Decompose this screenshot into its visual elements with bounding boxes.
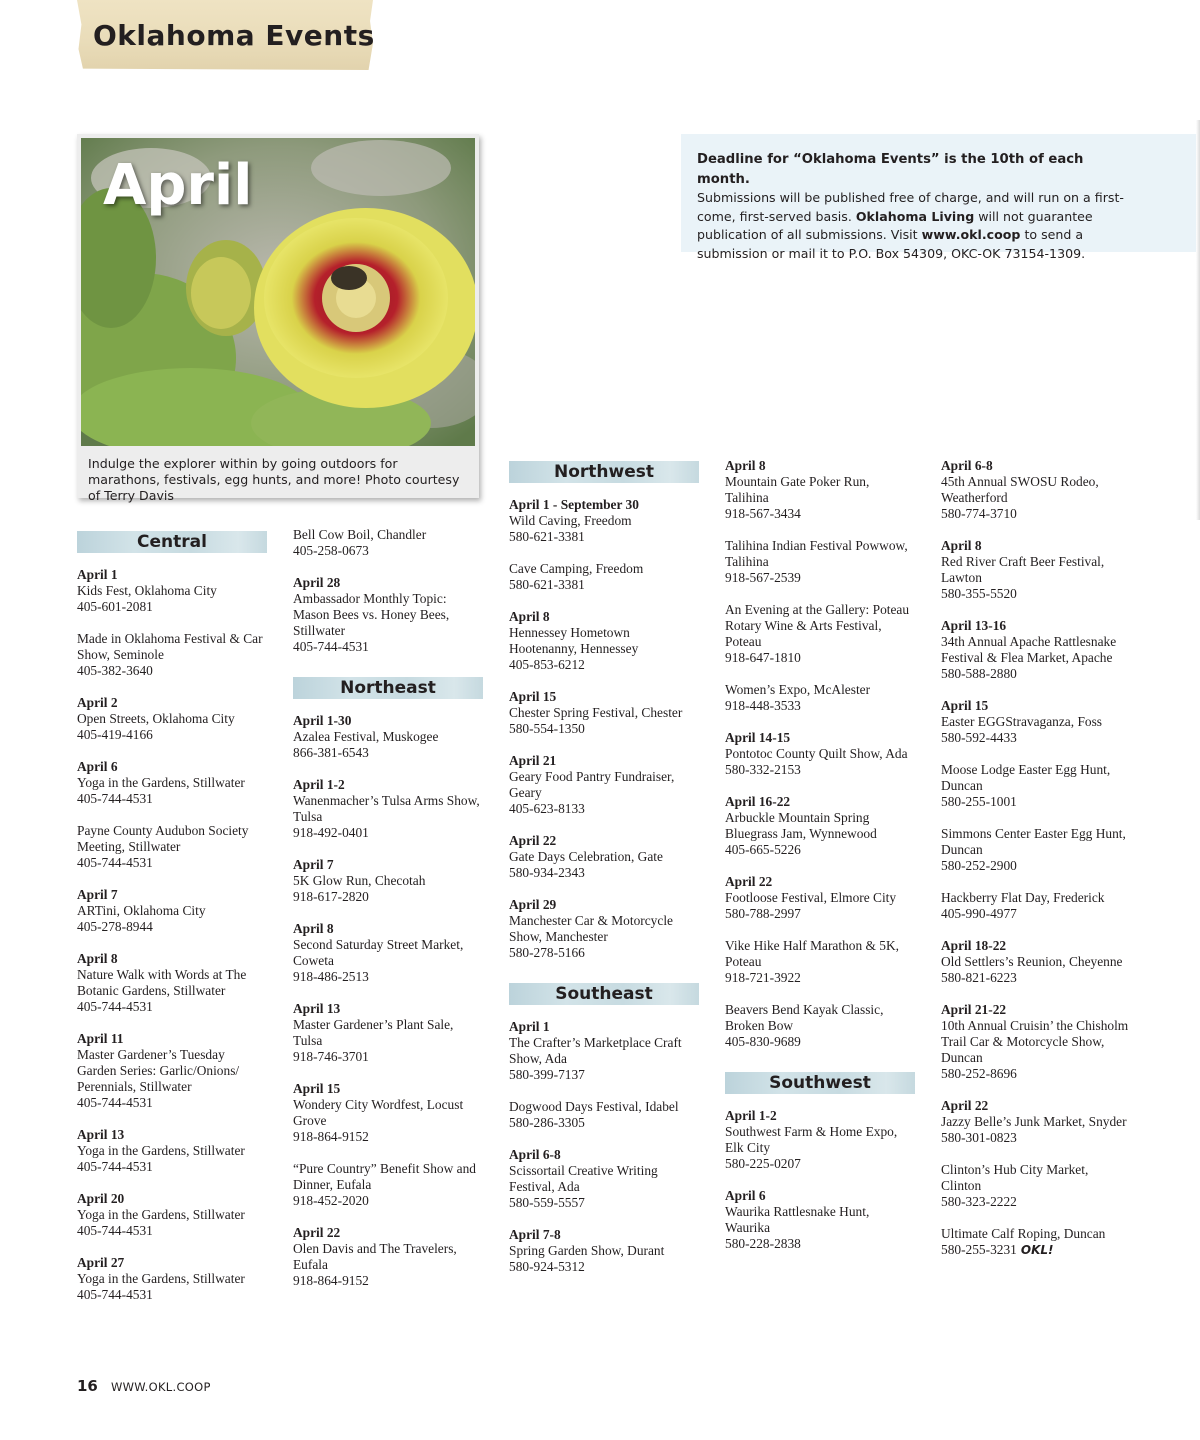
event-name: An Evening at the Gallery: Poteau Rotary Wine & Arts Festival, Poteau: [725, 602, 910, 649]
event-phone: 580-621-3381: [509, 529, 585, 544]
event-name: Beavers Bend Kayak Classic, Broken Bow: [725, 1002, 884, 1033]
photo-caption: Indulge the explorer within by going outdoors for marathons, festivals, egg hunts, and more! Photo courtesy of Terry Davis: [88, 456, 460, 503]
event-item: [77, 823, 267, 871]
event-phone: 580-924-5312: [509, 1259, 585, 1274]
event-date: April 2: [77, 695, 118, 710]
event-item: [293, 713, 483, 761]
event-phone: 405-853-6212: [509, 657, 585, 672]
event-item: [509, 1099, 699, 1131]
event-date: April 8: [941, 538, 982, 553]
event-item: [941, 890, 1131, 922]
event-item: [509, 1019, 699, 1083]
event-date: April 14-15: [725, 730, 791, 745]
event-item: [293, 777, 483, 841]
event-date: April 16-22: [725, 794, 791, 809]
event-name: Bell Cow Boil, Chandler: [293, 527, 427, 542]
event-name: 10th Annual Cruisin’ the Chisholm Trail Car & Motorcycle Show, Duncan: [941, 1018, 1129, 1065]
event-phone: 580-286-3305: [509, 1115, 585, 1130]
event-phone: 405-744-4531: [77, 1287, 153, 1302]
event-phone: 405-382-3640: [77, 663, 153, 678]
region-header-southeast: Southeast: [509, 983, 699, 1005]
event-name: Clinton’s Hub City Market, Clinton: [941, 1162, 1089, 1193]
event-phone: 918-448-3533: [725, 698, 801, 713]
event-date: April 1 - September 30: [509, 497, 639, 512]
month-title: April: [103, 153, 253, 218]
event-item: [941, 1162, 1131, 1210]
event-item: [293, 527, 483, 559]
event-item: [293, 575, 483, 655]
event-phone: 580-934-2343: [509, 865, 585, 880]
event-item: [77, 1255, 267, 1303]
event-name: Old Settlers’s Reunion, Cheyenne: [941, 954, 1123, 969]
event-date: April 21: [509, 753, 557, 768]
footer-site-link[interactable]: WWW.OKL.COOP: [110, 1380, 211, 1394]
event-name: Easter EGGStravaganza, Foss: [941, 714, 1103, 729]
event-item: [77, 951, 267, 1015]
event-name: 5K Glow Run, Checotah: [293, 873, 426, 888]
event-date: April 22: [725, 874, 773, 889]
event-phone: 580-399-7137: [509, 1067, 585, 1082]
event-date: April 13: [293, 1001, 341, 1016]
event-list-northwest: [509, 497, 699, 961]
event-name: Azalea Festival, Muskogee: [293, 729, 439, 744]
event-item: [941, 1098, 1131, 1146]
event-item: [509, 833, 699, 881]
event-phone: 405-744-4531: [77, 999, 153, 1014]
event-name: The Crafter’s Marketplace Craft Show, Ada: [509, 1035, 682, 1066]
event-phone: 580-332-2153: [725, 762, 801, 777]
brand-name: Oklahoma Living: [855, 208, 975, 224]
event-name: Gate Days Celebration, Gate: [509, 849, 663, 864]
event-name: Second Saturday Street Market, Coweta: [293, 937, 464, 968]
event-name: Wanenmacher’s Tulsa Arms Show, Tulsa: [293, 793, 480, 824]
event-item: [725, 458, 915, 522]
event-phone: 580-252-8696: [941, 1066, 1017, 1081]
event-phone: 580-228-2838: [725, 1236, 801, 1251]
event-item: [293, 857, 483, 905]
event-list-southeast-a: [509, 1019, 699, 1275]
event-item: [293, 1225, 483, 1289]
event-phone: 580-554-1350: [509, 721, 585, 736]
event-item: [725, 602, 915, 666]
event-date: April 8: [77, 951, 118, 966]
event-item: [941, 762, 1131, 810]
event-date: April 22: [941, 1098, 989, 1113]
event-name: Ambassador Monthly Topic: Mason Bees vs. Honey Bees, Stillwater: [293, 591, 450, 638]
event-date: April 22: [509, 833, 557, 848]
event-item: [941, 618, 1131, 682]
event-phone: 918-617-2820: [293, 889, 369, 904]
event-name: Footloose Festival, Elmore City: [725, 890, 897, 905]
event-phone: 918-864-9152: [293, 1273, 369, 1288]
event-phone: 580-301-0823: [941, 1130, 1017, 1145]
event-date: April 7-8: [509, 1227, 561, 1242]
event-date: April 6: [725, 1188, 766, 1203]
event-phone: 580-225-0207: [725, 1156, 801, 1171]
event-date: April 15: [509, 689, 557, 704]
okl-logo-icon: OKL!: [1020, 1243, 1054, 1257]
event-item: [509, 609, 699, 673]
event-item: [725, 682, 915, 714]
event-item: [941, 458, 1131, 522]
event-name: Yoga in the Gardens, Stillwater: [77, 1143, 245, 1158]
event-name: Wondery City Wordfest, Locust Grove: [293, 1097, 464, 1128]
event-list-southwest-a: [725, 1108, 915, 1252]
event-phone: 405-278-8944: [77, 919, 153, 934]
event-list-central-a: [77, 567, 267, 1303]
event-phone: 580-255-3231: [941, 1242, 1017, 1257]
event-name: Red River Craft Beer Festival, Lawton: [941, 554, 1105, 585]
event-date: April 7: [77, 887, 118, 902]
event-item: [725, 874, 915, 922]
event-name: Dogwood Days Festival, Idabel: [509, 1099, 679, 1114]
event-date: April 1-30: [293, 713, 352, 728]
event-item: [77, 695, 267, 743]
event-date: April 28: [293, 575, 341, 590]
event-item: [725, 1188, 915, 1252]
column-5: [941, 458, 1131, 1274]
page-footer: [77, 1376, 211, 1395]
deadline-text-2: will not guarantee publication of all submissions. Visit: [697, 208, 1093, 242]
event-name: 45th Annual SWOSU Rodeo, Weatherford: [941, 474, 1099, 505]
event-name: Waurika Rattlesnake Hunt, Waurika: [725, 1204, 870, 1235]
event-phone: 918-746-3701: [293, 1049, 369, 1064]
event-item: [293, 1001, 483, 1065]
event-phone: 580-355-5520: [941, 586, 1017, 601]
event-date: April 1-2: [293, 777, 345, 792]
event-item: [77, 567, 267, 615]
event-item: [293, 921, 483, 985]
event-name: Made in Oklahoma Festival & Car Show, Seminole: [77, 631, 263, 662]
region-header-northeast: Northeast: [293, 677, 483, 699]
event-name: Simmons Center Easter Egg Hunt, Duncan: [941, 826, 1126, 857]
event-phone: 580-592-4433: [941, 730, 1017, 745]
event-date: April 20: [77, 1191, 125, 1206]
event-date: April 1-2: [725, 1108, 777, 1123]
event-name: Jazzy Belle’s Junk Market, Snyder: [941, 1114, 1127, 1129]
event-item: [293, 1161, 483, 1209]
event-date: April 8: [293, 921, 334, 936]
event-date: April 8: [725, 458, 766, 473]
event-item: [941, 1226, 1131, 1258]
event-item: [725, 1002, 915, 1050]
event-date: April 15: [941, 698, 989, 713]
event-item: [77, 1031, 267, 1111]
deadline-text-3: to send a submission or mail it to P.O. Box 54309, OKC-OK 73154-1309.: [697, 227, 1086, 261]
event-item: [725, 730, 915, 778]
event-date: April 1: [509, 1019, 550, 1034]
event-name: Spring Garden Show, Durant: [509, 1243, 665, 1258]
event-name: Arbuckle Mountain Spring Bluegrass Jam, Wynnewood: [725, 810, 877, 841]
event-item: [941, 1002, 1131, 1082]
event-phone: 918-486-2513: [293, 969, 369, 984]
event-phone: 580-588-2880: [941, 666, 1017, 681]
event-phone: 918-647-1810: [725, 650, 801, 665]
event-date: April 6-8: [941, 458, 993, 473]
event-phone: 405-623-8133: [509, 801, 585, 816]
page-number: 16: [77, 1377, 98, 1395]
event-name: Wild Caving, Freedom: [509, 513, 632, 528]
event-date: April 6-8: [509, 1147, 561, 1162]
event-phone: 405-744-4531: [293, 639, 369, 654]
event-date: April 7: [293, 857, 334, 872]
event-name: Women’s Expo, McAlester: [725, 682, 871, 697]
event-date: April 27: [77, 1255, 125, 1270]
event-item: [509, 1227, 699, 1275]
event-phone: 405-744-4531: [77, 1095, 153, 1110]
event-item: [509, 897, 699, 961]
event-name: Manchester Car & Motorcycle Show, Manchester: [509, 913, 673, 944]
event-name: Master Gardener’s Plant Sale, Tulsa: [293, 1017, 454, 1048]
event-item: [725, 938, 915, 986]
event-date: April 6: [77, 759, 118, 774]
event-list-southeast-b: [725, 458, 915, 1050]
event-item: [941, 538, 1131, 602]
event-name: Southwest Farm & Home Expo, Elk City: [725, 1124, 898, 1155]
event-list-northeast: [293, 713, 483, 1289]
event-name: Nature Walk with Words at The Botanic Gardens, Stillwater: [77, 967, 247, 998]
deadline-box: [681, 134, 1200, 261]
event-phone: 580-252-2900: [941, 858, 1017, 873]
event-name: Master Gardener’s Tuesday Garden Series: Garlic/Onions/ Perennials, Stillwater: [77, 1047, 240, 1094]
event-phone: 580-788-2997: [725, 906, 801, 921]
event-phone: 405-990-4977: [941, 906, 1017, 921]
event-name: 34th Annual Apache Rattlesnake Festival & Flea Market, Apache: [941, 634, 1117, 665]
event-phone: 580-559-5557: [509, 1195, 585, 1210]
event-name: Vike Hike Half Marathon & 5K, Poteau: [725, 938, 899, 969]
event-name: Chester Spring Festival, Chester: [509, 705, 683, 720]
event-item: [509, 561, 699, 593]
event-name: Cave Camping, Freedom: [509, 561, 644, 576]
deadline-headline: Deadline for “Oklahoma Events” is the 10th of each month.: [697, 152, 1084, 187]
event-phone: 405-665-5226: [725, 842, 801, 857]
event-name: “Pure Country” Benefit Show and Dinner, Eufala: [293, 1161, 476, 1192]
event-phone: 580-821-6223: [941, 970, 1017, 985]
cactus-flower-photo: [81, 138, 475, 446]
event-name: Kids Fest, Oklahoma City: [77, 583, 217, 598]
event-list-southwest-b: [941, 458, 1131, 1258]
page-title: Oklahoma Events: [93, 19, 375, 52]
event-phone: 580-278-5166: [509, 945, 585, 960]
event-item: [941, 938, 1131, 986]
event-phone: 580-621-3381: [509, 577, 585, 592]
event-item: [77, 759, 267, 807]
event-name: Scissortail Creative Writing Festival, Ada: [509, 1163, 658, 1194]
event-date: April 8: [509, 609, 550, 624]
event-phone: 918-721-3922: [725, 970, 801, 985]
event-name: Yoga in the Gardens, Stillwater: [77, 1271, 245, 1286]
event-name: Ultimate Calf Roping, Duncan: [941, 1226, 1106, 1241]
event-phone: 580-255-1001: [941, 794, 1017, 809]
event-date: April 15: [293, 1081, 341, 1096]
event-name: Geary Food Pantry Fundraiser, Geary: [509, 769, 675, 800]
column-2: [293, 527, 483, 1305]
column-3: [509, 461, 699, 1291]
event-phone: 918-567-3434: [725, 506, 801, 521]
event-item: [725, 538, 915, 586]
event-date: April 29: [509, 897, 557, 912]
event-name: Payne County Audubon Society Meeting, Stillwater: [77, 823, 249, 854]
deadline-text: [697, 150, 1137, 263]
event-list-central-b: [293, 527, 483, 655]
event-item: [77, 631, 267, 679]
region-header-northwest: Northwest: [509, 461, 699, 483]
event-date: April 11: [77, 1031, 124, 1046]
event-name: Olen Davis and The Travelers, Eufala: [293, 1241, 457, 1272]
event-phone: 405-744-4531: [77, 791, 153, 806]
event-item: [293, 1081, 483, 1145]
event-item: [509, 1147, 699, 1211]
event-item: [725, 794, 915, 858]
event-phone: 918-492-0401: [293, 825, 369, 840]
event-name: Talihina Indian Festival Powwow, Talihina: [725, 538, 908, 569]
deadline-text-1: Submissions will be published free of charge, and will run on a first-come, first-served basis.: [697, 190, 1124, 224]
event-item: [941, 698, 1131, 746]
event-name: Open Streets, Oklahoma City: [77, 711, 235, 726]
event-phone-line: [941, 1242, 1131, 1258]
column-1: [77, 531, 267, 1319]
event-date: April 21-22: [941, 1002, 1007, 1017]
event-phone: 405-744-4531: [77, 855, 153, 870]
event-name: ARTini, Oklahoma City: [77, 903, 206, 918]
event-phone: 918-864-9152: [293, 1129, 369, 1144]
event-name: Yoga in the Gardens, Stillwater: [77, 1207, 245, 1222]
event-item: [725, 1108, 915, 1172]
event-phone: 405-744-4531: [77, 1223, 153, 1238]
region-header-central: Central: [77, 531, 267, 553]
event-name: Yoga in the Gardens, Stillwater: [77, 775, 245, 790]
event-item: [509, 753, 699, 817]
event-item: [77, 1191, 267, 1239]
region-header-southwest: Southwest: [725, 1072, 915, 1094]
event-phone: 918-452-2020: [293, 1193, 369, 1208]
event-date: April 18-22: [941, 938, 1007, 953]
event-phone: 405-419-4166: [77, 727, 153, 742]
event-name: Mountain Gate Poker Run, Talihina: [725, 474, 870, 505]
event-name: Pontotoc County Quilt Show, Ada: [725, 746, 908, 761]
column-4: [725, 458, 915, 1268]
event-item: [77, 887, 267, 935]
event-item: [509, 497, 699, 545]
page-edge-shadow: [1196, 120, 1200, 520]
event-phone: 405-830-9689: [725, 1034, 801, 1049]
event-date: April 13-16: [941, 618, 1007, 633]
event-date: April 13: [77, 1127, 125, 1142]
event-name: Hackberry Flat Day, Frederick: [941, 890, 1105, 905]
event-item: [941, 826, 1131, 874]
event-date: April 22: [293, 1225, 341, 1240]
event-phone: 405-601-2081: [77, 599, 153, 614]
submission-link[interactable]: www.okl.coop: [921, 227, 1021, 242]
event-phone: 405-258-0673: [293, 543, 369, 558]
event-name: Moose Lodge Easter Egg Hunt, Duncan: [941, 762, 1111, 793]
event-date: April 1: [77, 567, 118, 582]
event-phone: 580-323-2222: [941, 1194, 1017, 1209]
event-phone: 866-381-6543: [293, 745, 369, 760]
event-phone: 405-744-4531: [77, 1159, 153, 1174]
event-phone: 580-774-3710: [941, 506, 1017, 521]
event-name: Hennessey Hometown Hootenanny, Hennessey: [509, 625, 639, 656]
event-item: [509, 689, 699, 737]
event-phone: 918-567-2539: [725, 570, 801, 585]
event-item: [77, 1127, 267, 1175]
feature-photo-card: [77, 134, 479, 503]
